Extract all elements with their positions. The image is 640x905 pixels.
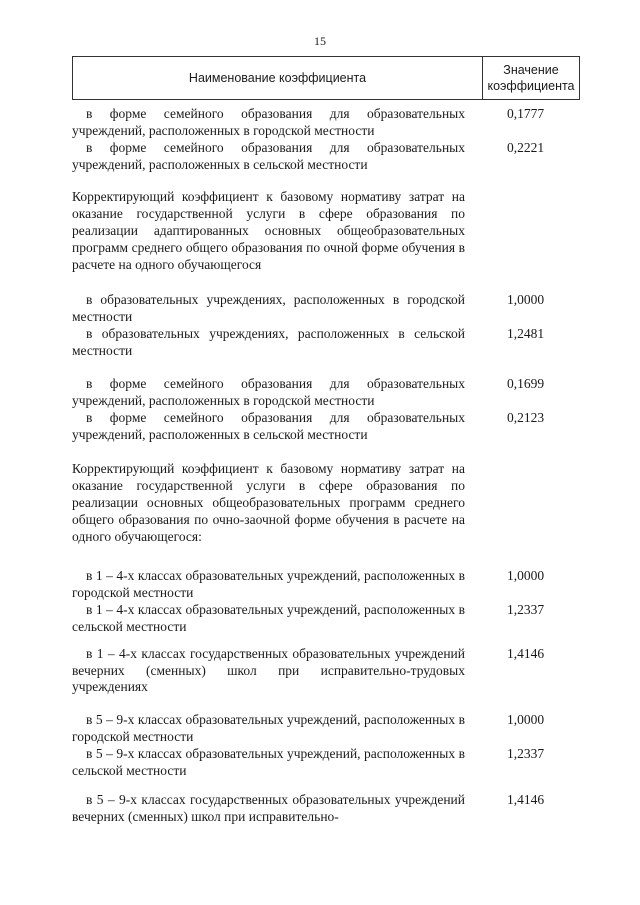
coefficient-name: в 5 – 9-х классах государственных образовательных учреждений вечерних (сменных) школ при исправительно- — [72, 792, 465, 824]
table-row — [72, 602, 580, 635]
coefficient-value: 0,2123 — [506, 410, 545, 425]
header-value-line2: коэффициента — [487, 79, 575, 93]
coefficient-group-heading: Корректирующий коэффициент к базовому нормативу затрат на оказание государственной услуги в сфере образования по реализации основных общеобразовательных программ среднего общего образования по очно-заочной форме обучения в расчете на одного обучающегося: — [72, 461, 465, 544]
page-number: 15 — [314, 34, 326, 48]
coefficient-name: в форме семейного образования для образовательных учреждений, расположенных в сельской местности — [72, 140, 465, 172]
table-row — [72, 292, 580, 325]
table-row — [72, 326, 580, 359]
coefficient-value: 0,1699 — [506, 376, 545, 391]
header-coefficient-value — [483, 57, 579, 99]
table-row — [72, 712, 580, 745]
coefficient-value: 1,0000 — [506, 712, 545, 727]
table-row-heading — [72, 188, 580, 273]
table-row — [72, 106, 580, 139]
coefficient-name: в образовательных учреждениях, расположенных в городской местности — [72, 292, 465, 324]
header-value-line1: Значение — [503, 63, 559, 77]
table-header — [72, 56, 580, 100]
coefficient-name: в образовательных учреждениях, расположенных в сельской местности — [72, 326, 465, 358]
coefficient-value: 1,4146 — [506, 646, 545, 661]
coefficient-value: 0,2221 — [506, 140, 545, 155]
coefficient-name: в 1 – 4-х классах образовательных учреждений, расположенных в сельской местности — [72, 602, 465, 634]
coefficient-value: 1,2481 — [506, 326, 545, 341]
coefficient-value: 1,0000 — [506, 568, 545, 583]
table-row — [72, 410, 580, 443]
table-row — [72, 140, 580, 173]
table-row-heading — [72, 460, 580, 545]
coefficient-name: в форме семейного образования для образовательных учреждений, расположенных в городской местности — [72, 376, 465, 408]
coefficient-value: 1,0000 — [506, 292, 545, 307]
table-row — [72, 568, 580, 601]
coefficient-name: в форме семейного образования для образовательных учреждений, расположенных в городской местности — [72, 106, 465, 138]
coefficient-group-heading: Корректирующий коэффициент к базовому нормативу затрат на оказание государственной услуги в сфере образования по реализации адаптированных основных общеобразовательных программ среднего общего образования по очной форме обучения в расчете на одного обучающегося — [72, 189, 465, 272]
table-row — [72, 792, 580, 825]
coefficient-name: в 1 – 4-х классах государственных образовательных учреждений вечерних (сменных) школ при исправительно-трудовых учреждениях — [72, 646, 465, 694]
coefficient-value: 0,1777 — [506, 106, 545, 121]
coefficient-value: 1,2337 — [506, 746, 545, 761]
coefficient-value: 1,2337 — [506, 602, 545, 617]
table-row — [72, 746, 580, 779]
coefficient-value: 1,4146 — [506, 792, 545, 807]
header-coefficient-name: Наименование коэффициента — [73, 57, 483, 99]
coefficient-name: в 5 – 9-х классах образовательных учреждений, расположенных в городской местности — [72, 712, 465, 744]
table-row — [72, 376, 580, 409]
table-row — [72, 646, 580, 696]
coefficient-name: в 5 – 9-х классах образовательных учреждений, расположенных в сельской местности — [72, 746, 465, 778]
coefficient-name: в 1 – 4-х классах образовательных учреждений, расположенных в городской местности — [72, 568, 465, 600]
coefficient-name: в форме семейного образования для образовательных учреждений, расположенных в сельской местности — [72, 410, 465, 442]
